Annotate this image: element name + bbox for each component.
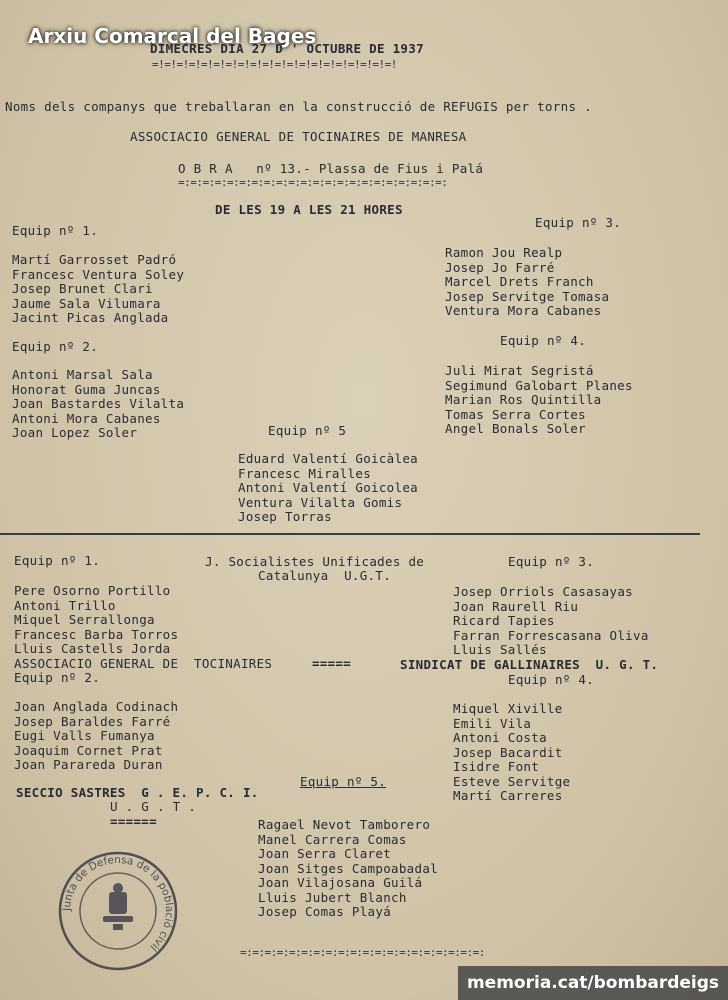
list-item: Eugi Valls Fumanya: [14, 728, 155, 743]
list-item: Josep Brunet Clari: [12, 281, 153, 296]
jsu-line-2: Catalunya U.G.T.: [258, 568, 392, 583]
list-item: Antoni Valentí Goicolea: [238, 480, 418, 495]
list-item: Josep Servitge Tomasa: [445, 288, 610, 304]
list-item: Tomas Serra Cortes: [445, 406, 586, 422]
list-item: Miquel Serrallonga: [14, 612, 155, 627]
list-item: Francesc Barba Torros: [14, 626, 179, 642]
site-footer-banner: memoria.cat/bombardeigs: [458, 966, 728, 1000]
stamp-text: Junta de Defensa de la població civil: [60, 853, 176, 954]
list-item: Jaume Sala Vilumara: [12, 295, 161, 311]
jsu-line-1: J. Socialistes Unificades de: [205, 554, 425, 569]
archive-watermark: Arxiu Comarcal del Bages: [28, 24, 317, 48]
list-item: Honorat Guma Juncas: [12, 381, 161, 397]
obra-line: O B R A nº 13.- Plassa de Fius i Palá: [178, 161, 484, 176]
association-title: ASSOCIACIO GENERAL DE TOCINAIRES DE MANRESA: [130, 129, 467, 144]
list-item: Marian Ros Quintilla: [445, 392, 602, 407]
list-item: Antoni Marsal Sala: [12, 367, 153, 382]
assoc-line: ASSOCIACIO GENERAL DE TOCINAIRES: [14, 656, 273, 671]
s2-team3-label: Equip nº 3.: [508, 554, 595, 569]
s1-team3-label: Equip nº 3.: [535, 215, 622, 230]
seccio-line-1: SECCIO SASTRES G . E. P. C. I.: [16, 785, 259, 800]
s1-team5-list: [238, 452, 418, 525]
section-divider: [0, 533, 700, 535]
s1-team1-list: [12, 253, 184, 326]
sindicat-line: SINDICAT DE GALLINAIRES U. G. T.: [400, 657, 659, 672]
separator-top: =!=!=!=!=!=!=!=!=!=!=!=!=!=!=!=!=!=!=!=!: [152, 58, 397, 71]
s1-team1-label: Equip nº 1.: [12, 223, 99, 238]
list-item: Ricard Tapies: [453, 613, 555, 628]
list-item: Joaquim Cornet Prat: [14, 742, 163, 758]
list-item: Lluis Castells Jorda: [14, 641, 171, 656]
list-item: Isidre Font: [453, 759, 540, 774]
list-item: Joan Parareda Duran: [14, 757, 163, 772]
list-item: Lluis Jubert Blanch: [258, 889, 407, 905]
s1-team4-label: Equip nº 4.: [500, 333, 587, 348]
list-item: Esteve Servitge: [453, 773, 571, 789]
separator-obra: =:=:=:=:=:=:=:=:=:=:=:=:=:=:=:=:=:=:=:=:=:=:: [178, 176, 448, 189]
list-item: Segimund Galobart Planes: [445, 377, 633, 393]
s1-team3-list: [445, 246, 609, 319]
s2-team4-list: [453, 702, 570, 804]
list-item: Martí Garrosset Padró: [12, 252, 177, 267]
list-item: Juli Mirat Segristá: [445, 363, 594, 378]
list-item: Manel Carrera Comas: [258, 831, 407, 847]
official-stamp: [55, 848, 181, 974]
list-item: Josep Orriols Casasayas: [453, 584, 633, 599]
hours-line: DE LES 19 A LES 21 HORES: [215, 202, 403, 217]
list-item: Angel Bonals Soler: [445, 421, 586, 436]
s1-team4-list: [445, 364, 633, 437]
list-item: Antoni Costa: [453, 730, 547, 745]
s1-team2-label: Equip nº 2.: [12, 339, 99, 354]
list-item: Miquel Xiville: [453, 701, 563, 716]
list-item: Josep Comas Playá: [258, 904, 392, 919]
s2-team4-label: Equip nº 4.: [508, 672, 595, 687]
crest-icon: [103, 883, 133, 930]
list-item: Pere Osorno Portillo: [14, 583, 171, 598]
list-item: Ventura Mora Cabanes: [445, 303, 602, 318]
list-item: Martí Carreres: [453, 788, 563, 803]
assoc-dash: =====: [312, 656, 352, 671]
s2-team2-label: Equip nº 2.: [14, 670, 101, 685]
list-item: Farran Forrescasana Oliva: [453, 627, 649, 643]
intro-line: Noms dels companys que treballaran en la construcció de REFUGIS per torns .: [5, 99, 592, 114]
list-item: Marcel Drets Franch: [445, 274, 594, 289]
list-item: Ragael Nevot Tamborero: [258, 817, 431, 832]
list-item: Jacint Picas Anglada: [12, 310, 169, 325]
list-item: Emili Vila: [453, 715, 532, 731]
s2-team1-label: Equip nº 1.: [14, 553, 101, 568]
list-item: Ramon Jou Realp: [445, 245, 563, 260]
list-item: Antoni Trillo: [14, 597, 116, 613]
list-item: Joan Serra Claret: [258, 846, 392, 861]
list-item: Josep Bacardit: [453, 744, 563, 760]
s2-team5-list: [258, 818, 438, 920]
seccio-line-2: U . G . T .: [110, 799, 197, 814]
list-item: Antoni Mora Cabanes: [12, 410, 161, 426]
list-item: Eduard Valentí Goicàlea: [238, 451, 418, 466]
list-item: Joan Lopez Soler: [12, 425, 138, 440]
list-item: Joan Anglada Codinach: [14, 699, 179, 714]
list-item: Joan Vilajosana Guilá: [258, 875, 423, 890]
separator-bottom: =:=:=:=:=:=:=:=:=:=:=:=:=:=:=:=:=:=:=:=:: [240, 946, 485, 959]
date-line: DIMECRES DIA 27 D ' OCTUBRE DE 1937: [150, 41, 424, 56]
list-item: Josep Jo Farré: [445, 259, 555, 275]
s2-team1-list: [14, 584, 178, 657]
list-item: Josep Baraldes Farré: [14, 713, 171, 729]
s2-team3-list: [453, 585, 649, 658]
list-item: Francesc Ventura Soley: [12, 266, 185, 282]
s1-team2-list: [12, 368, 184, 441]
list-item: Francesc Miralles: [238, 465, 372, 481]
s1-team5-label: Equip nº 5: [268, 423, 347, 438]
list-item: Josep Torras: [238, 509, 332, 524]
seccio-dash: ======: [110, 814, 157, 829]
list-item: Ventura Vilalta Gomis: [238, 494, 403, 510]
list-item: Lluis Sallés: [453, 642, 547, 657]
s2-team5-label: Equip nº 5.: [300, 774, 387, 789]
list-item: Joan Raurell Riu: [453, 598, 579, 614]
s2-team2-list: [14, 700, 178, 773]
list-item: Joan Bastardes Vilalta: [12, 396, 185, 411]
list-item: Joan Sitges Campoabadal: [258, 860, 438, 876]
